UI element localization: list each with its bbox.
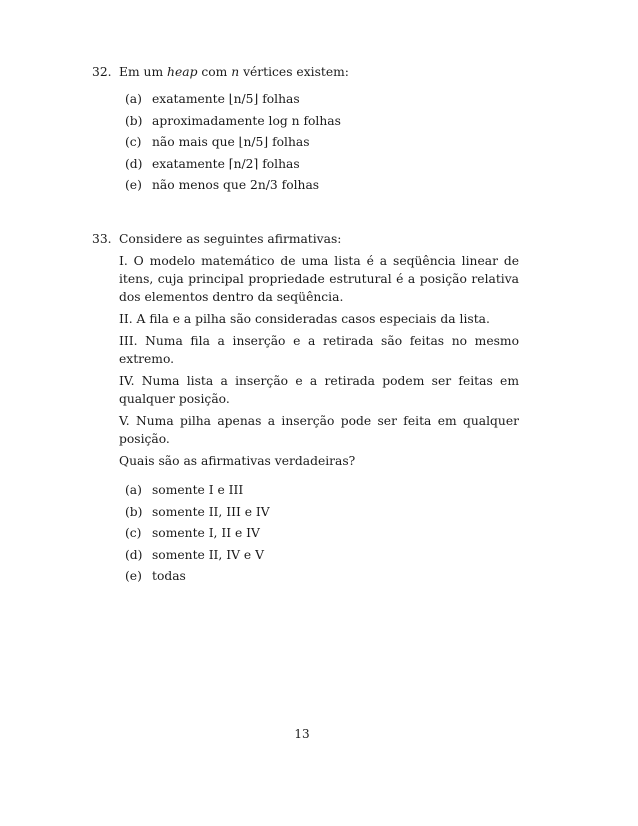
statement-i: I. O modelo matemático de uma lista é a seqüência linear de itens, cuja principal propriedade estrutural é a posição relativa dos elementos dentro da seqüência. [119, 254, 519, 304]
question-text: Considere as seguintes afirmativas: [119, 232, 342, 246]
question-text [119, 63, 349, 81]
option-letter: (e) [125, 569, 142, 583]
question-prompt: Quais são as afirmativas verdadeiras? [119, 454, 356, 468]
option-letter: (c) [125, 135, 142, 149]
option-text: não mais que ⌊n/5⌋ folhas [152, 135, 310, 149]
question-number: 32. [92, 65, 112, 79]
option-letter: (a) [125, 483, 142, 497]
statement-ii: II. A fila e a pilha são consideradas casos especiais da lista. [119, 312, 490, 326]
stem-part: vértices existem: [239, 65, 349, 79]
option-letter: (a) [125, 92, 142, 106]
option-text: somente I, II e IV [152, 526, 260, 540]
option-e [125, 175, 532, 197]
statement-iv: IV. Numa lista a inserção e a retirada podem ser feitas em qualquer posição. [119, 374, 519, 406]
option-text: exatamente ⌊n/5⌋ folhas [152, 92, 300, 106]
stem-part: Em um [119, 65, 168, 79]
option-letter: (e) [125, 178, 142, 192]
stem-variable: n [231, 65, 240, 79]
option-letter: (b) [125, 113, 143, 128]
option-c [125, 132, 532, 154]
option-text: somente II, IV e V [152, 547, 264, 562]
option-text: aproximadamente log n folhas [152, 113, 341, 128]
option-d [125, 545, 532, 567]
question-33-options [125, 480, 532, 588]
option-e [125, 566, 532, 588]
option-d [125, 154, 532, 176]
page-number: 13 [294, 727, 310, 741]
option-a [125, 480, 532, 502]
option-letter: (b) [125, 504, 143, 519]
statement-list [119, 252, 519, 470]
stem-emphasis: heap [167, 65, 198, 79]
option-c [125, 523, 532, 545]
option-text: somente I e III [152, 483, 244, 497]
question-32-stem [92, 63, 532, 81]
option-a [125, 89, 532, 111]
question-33 [92, 230, 532, 588]
statement-iii: III. Numa fila a inserção e a retirada são feitas no mesmo extremo. [119, 334, 519, 366]
option-text: todas [152, 569, 186, 583]
question-number: 33. [92, 232, 112, 246]
option-b [125, 502, 532, 524]
stem-part: com [197, 65, 232, 79]
option-b [125, 111, 532, 133]
question-33-stem [92, 230, 532, 248]
option-letter: (d) [125, 547, 143, 562]
statement-v: V. Numa pilha apenas a inserção pode ser feita em qualquer posição. [119, 414, 519, 446]
option-text: exatamente ⌈n/2⌉ folhas [152, 156, 300, 171]
option-letter: (d) [125, 156, 143, 171]
option-text: não menos que 2n/3 folhas [152, 178, 320, 192]
option-letter: (c) [125, 526, 142, 540]
option-text: somente II, III e IV [152, 504, 270, 519]
question-32 [92, 63, 532, 197]
question-32-options [125, 89, 532, 197]
